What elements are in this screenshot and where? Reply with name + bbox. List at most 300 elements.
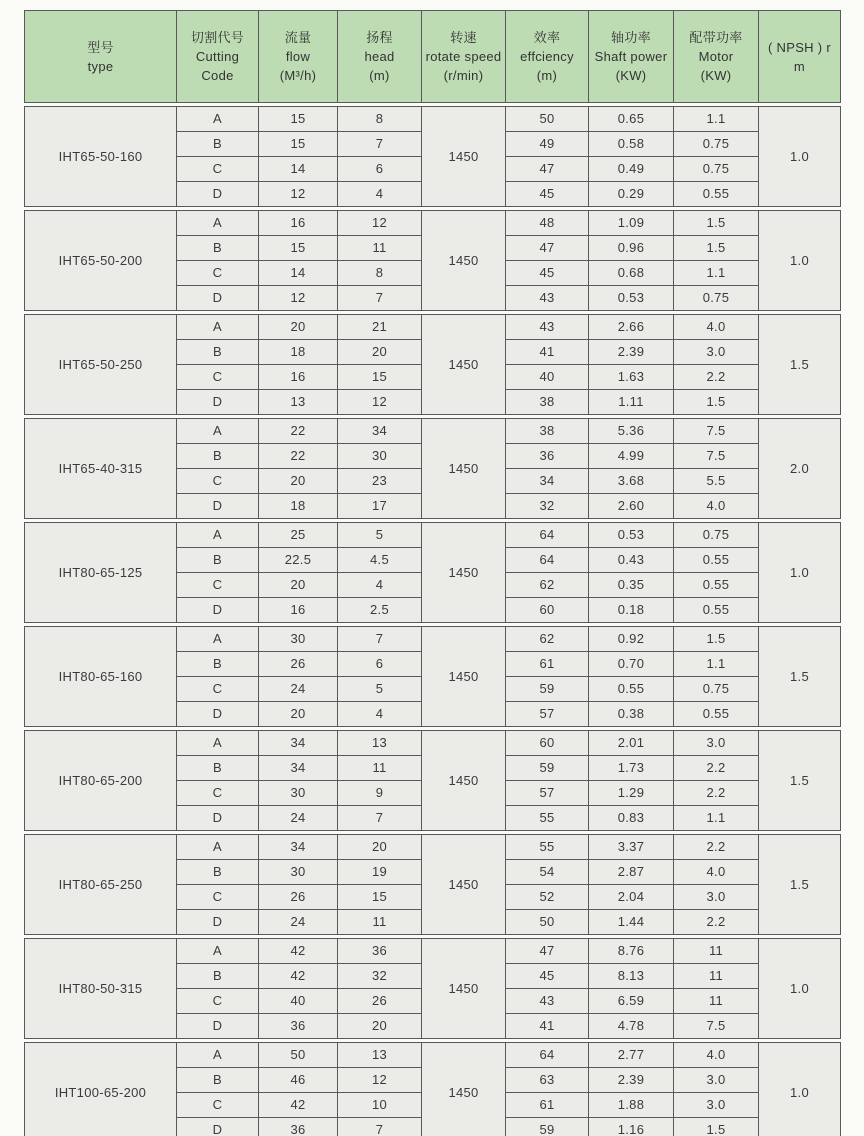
flow-cell: 14	[259, 157, 338, 182]
motor-power-cell: 11	[674, 989, 759, 1014]
motor-power-cell: 3.0	[674, 885, 759, 910]
flow-cell: 30	[259, 860, 338, 885]
head-cell: 32	[338, 964, 422, 989]
efficiency-cell: 50	[506, 107, 589, 132]
header-label: ( NPSH ) r	[768, 39, 831, 55]
flow-cell: 36	[259, 1118, 338, 1136]
cutting-code-cell: A	[177, 107, 259, 132]
shaft-power-cell: 0.53	[589, 523, 674, 548]
rotate-speed-cell: 1450	[422, 1043, 506, 1136]
motor-power-cell: 0.55	[674, 573, 759, 598]
model-block	[24, 938, 841, 1039]
header-label: flow	[285, 49, 311, 64]
header-cell-speed	[422, 11, 506, 103]
header-cell-npsh	[759, 11, 841, 103]
header-label: 扬程	[366, 30, 393, 45]
efficiency-cell: 64	[506, 1043, 589, 1068]
head-cell: 5	[338, 523, 422, 548]
model-block	[24, 522, 841, 623]
shaft-power-cell: 0.68	[589, 261, 674, 286]
cutting-code-cell: A	[177, 523, 259, 548]
head-cell: 7	[338, 806, 422, 831]
head-cell: 26	[338, 989, 422, 1014]
header-label: 效率	[533, 30, 561, 45]
motor-power-cell: 0.55	[674, 548, 759, 573]
cutting-code-cell: A	[177, 939, 259, 964]
shaft-power-cell: 1.63	[589, 365, 674, 390]
motor-power-cell: 1.5	[674, 236, 759, 261]
rotate-speed-cell: 1450	[422, 107, 506, 207]
head-cell: 4.5	[338, 548, 422, 573]
flow-cell: 20	[259, 702, 338, 727]
head-cell: 7	[338, 132, 422, 157]
head-cell: 11	[338, 236, 422, 261]
efficiency-cell: 59	[506, 1118, 589, 1136]
motor-power-cell: 2.2	[674, 756, 759, 781]
efficiency-cell: 61	[506, 1093, 589, 1118]
shaft-power-cell: 2.01	[589, 731, 674, 756]
header-label: m	[793, 58, 806, 74]
head-cell: 30	[338, 444, 422, 469]
flow-cell: 15	[259, 132, 338, 157]
flow-cell: 22.5	[259, 548, 338, 573]
shaft-power-cell: 0.43	[589, 548, 674, 573]
header-label: Motor	[698, 49, 734, 64]
flow-cell: 34	[259, 835, 338, 860]
rotate-speed-cell: 1450	[422, 523, 506, 623]
motor-power-cell: 4.0	[674, 860, 759, 885]
model-name-cell: IHT80-65-200	[25, 731, 177, 831]
flow-cell: 20	[259, 315, 338, 340]
motor-power-cell: 0.75	[674, 286, 759, 311]
head-cell: 13	[338, 1043, 422, 1068]
head-cell: 23	[338, 469, 422, 494]
efficiency-cell: 57	[506, 702, 589, 727]
cutting-code-cell: D	[177, 702, 259, 727]
motor-power-cell: 3.0	[674, 340, 759, 365]
efficiency-cell: 52	[506, 885, 589, 910]
motor-power-cell: 4.0	[674, 1043, 759, 1068]
cutting-code-cell: A	[177, 835, 259, 860]
shaft-power-cell: 1.29	[589, 781, 674, 806]
npsh-cell: 1.0	[759, 211, 841, 311]
shaft-power-cell: 0.38	[589, 702, 674, 727]
shaft-power-cell: 2.39	[589, 1068, 674, 1093]
shaft-power-cell: 4.99	[589, 444, 674, 469]
npsh-cell: 1.0	[759, 107, 841, 207]
efficiency-cell: 50	[506, 910, 589, 935]
efficiency-cell: 59	[506, 756, 589, 781]
rotate-speed-cell: 1450	[422, 419, 506, 519]
flow-cell: 16	[259, 598, 338, 623]
flow-cell: 26	[259, 885, 338, 910]
flow-cell: 42	[259, 1093, 338, 1118]
head-cell: 12	[338, 390, 422, 415]
motor-power-cell: 1.1	[674, 652, 759, 677]
shaft-power-cell: 1.11	[589, 390, 674, 415]
efficiency-cell: 47	[506, 939, 589, 964]
efficiency-cell: 38	[506, 419, 589, 444]
cutting-code-cell: D	[177, 286, 259, 311]
head-cell: 20	[338, 835, 422, 860]
motor-power-cell: 4.0	[674, 315, 759, 340]
motor-power-cell: 5.5	[674, 469, 759, 494]
efficiency-cell: 48	[506, 211, 589, 236]
cutting-code-cell: D	[177, 910, 259, 935]
model-name-cell: IHT65-50-160	[25, 107, 177, 207]
shaft-power-cell: 1.16	[589, 1118, 674, 1136]
efficiency-cell: 61	[506, 652, 589, 677]
motor-power-cell: 3.0	[674, 731, 759, 756]
flow-cell: 40	[259, 989, 338, 1014]
efficiency-cell: 45	[506, 261, 589, 286]
table-row	[25, 939, 841, 964]
shaft-power-cell: 2.60	[589, 494, 674, 519]
shaft-power-cell: 0.18	[589, 598, 674, 623]
cutting-code-cell: C	[177, 573, 259, 598]
cutting-code-cell: C	[177, 157, 259, 182]
header-label: Cutting	[195, 49, 240, 64]
head-cell: 7	[338, 1118, 422, 1136]
motor-power-cell: 11	[674, 939, 759, 964]
model-name-cell: IHT65-50-200	[25, 211, 177, 311]
flow-cell: 16	[259, 211, 338, 236]
table-row	[25, 211, 841, 236]
flow-cell: 14	[259, 261, 338, 286]
shaft-power-cell: 0.92	[589, 627, 674, 652]
rotate-speed-cell: 1450	[422, 939, 506, 1039]
efficiency-cell: 45	[506, 182, 589, 207]
header-label: effciency	[520, 49, 574, 64]
header-label: 轴功率	[611, 30, 651, 45]
motor-power-cell: 1.1	[674, 806, 759, 831]
head-cell: 2.5	[338, 598, 422, 623]
cutting-code-cell: D	[177, 1014, 259, 1039]
head-cell: 21	[338, 315, 422, 340]
shaft-power-cell: 0.55	[589, 677, 674, 702]
motor-power-cell: 2.2	[674, 835, 759, 860]
table-header	[24, 10, 841, 103]
table-row	[25, 315, 841, 340]
shaft-power-cell: 4.78	[589, 1014, 674, 1039]
flow-cell: 20	[259, 469, 338, 494]
head-cell: 8	[338, 261, 422, 286]
head-cell: 4	[338, 573, 422, 598]
head-cell: 10	[338, 1093, 422, 1118]
shaft-power-cell: 6.59	[589, 989, 674, 1014]
efficiency-cell: 62	[506, 573, 589, 598]
table-row	[25, 1043, 841, 1068]
cutting-code-cell: D	[177, 806, 259, 831]
motor-power-cell: 0.55	[674, 702, 759, 727]
shaft-power-cell: 2.66	[589, 315, 674, 340]
cutting-code-cell: A	[177, 1043, 259, 1068]
head-cell: 7	[338, 627, 422, 652]
flow-cell: 18	[259, 494, 338, 519]
header-label: (KW)	[615, 68, 647, 83]
head-cell: 4	[338, 702, 422, 727]
head-cell: 6	[338, 157, 422, 182]
npsh-cell: 1.5	[759, 315, 841, 415]
motor-power-cell: 2.2	[674, 365, 759, 390]
shaft-power-cell: 8.13	[589, 964, 674, 989]
motor-power-cell: 3.0	[674, 1093, 759, 1118]
motor-power-cell: 0.55	[674, 598, 759, 623]
head-cell: 7	[338, 286, 422, 311]
flow-cell: 12	[259, 182, 338, 207]
flow-cell: 16	[259, 365, 338, 390]
header-cell-code	[177, 11, 259, 103]
flow-cell: 15	[259, 107, 338, 132]
cutting-code-cell: B	[177, 1068, 259, 1093]
cutting-code-cell: B	[177, 340, 259, 365]
flow-cell: 12	[259, 286, 338, 311]
cutting-code-cell: D	[177, 182, 259, 207]
motor-power-cell: 1.1	[674, 107, 759, 132]
npsh-cell: 1.5	[759, 731, 841, 831]
motor-power-cell: 4.0	[674, 494, 759, 519]
header-cell-motor	[674, 11, 759, 103]
flow-cell: 24	[259, 910, 338, 935]
shaft-power-cell: 0.70	[589, 652, 674, 677]
efficiency-cell: 38	[506, 390, 589, 415]
cutting-code-cell: B	[177, 444, 259, 469]
header-label: 切割代号	[190, 30, 245, 45]
efficiency-cell: 55	[506, 835, 589, 860]
efficiency-cell: 55	[506, 806, 589, 831]
efficiency-cell: 47	[506, 236, 589, 261]
npsh-cell: 2.0	[759, 419, 841, 519]
cutting-code-cell: C	[177, 1093, 259, 1118]
header-label: (m)	[536, 68, 558, 83]
model-block	[24, 210, 841, 311]
header-label: rotate speed	[425, 49, 502, 64]
head-cell: 12	[338, 1068, 422, 1093]
head-cell: 12	[338, 211, 422, 236]
model-block	[24, 106, 841, 207]
cutting-code-cell: B	[177, 236, 259, 261]
shaft-power-cell: 1.09	[589, 211, 674, 236]
cutting-code-cell: C	[177, 677, 259, 702]
head-cell: 20	[338, 340, 422, 365]
efficiency-cell: 34	[506, 469, 589, 494]
efficiency-cell: 64	[506, 548, 589, 573]
cutting-code-cell: B	[177, 860, 259, 885]
motor-power-cell: 0.75	[674, 157, 759, 182]
cutting-code-cell: C	[177, 469, 259, 494]
flow-cell: 42	[259, 939, 338, 964]
cutting-code-cell: B	[177, 652, 259, 677]
motor-power-cell: 1.5	[674, 1118, 759, 1136]
cutting-code-cell: A	[177, 419, 259, 444]
header-label: (KW)	[700, 68, 732, 83]
head-cell: 13	[338, 731, 422, 756]
header-label: (r/min)	[443, 68, 484, 83]
model-name-cell: IHT80-50-315	[25, 939, 177, 1039]
model-name-cell: IHT80-65-250	[25, 835, 177, 935]
flow-cell: 46	[259, 1068, 338, 1093]
motor-power-cell: 1.5	[674, 211, 759, 236]
efficiency-cell: 40	[506, 365, 589, 390]
head-cell: 5	[338, 677, 422, 702]
rotate-speed-cell: 1450	[422, 731, 506, 831]
cutting-code-cell: C	[177, 261, 259, 286]
header-label: 转速	[450, 30, 477, 45]
model-name-cell: IHT65-50-250	[25, 315, 177, 415]
shaft-power-cell: 5.36	[589, 419, 674, 444]
shaft-power-cell: 0.58	[589, 132, 674, 157]
efficiency-cell: 41	[506, 340, 589, 365]
npsh-cell: 1.0	[759, 939, 841, 1039]
efficiency-cell: 62	[506, 627, 589, 652]
efficiency-cell: 60	[506, 598, 589, 623]
shaft-power-cell: 1.73	[589, 756, 674, 781]
motor-power-cell: 0.75	[674, 132, 759, 157]
shaft-power-cell: 2.87	[589, 860, 674, 885]
head-cell: 34	[338, 419, 422, 444]
head-cell: 8	[338, 107, 422, 132]
rotate-speed-cell: 1450	[422, 627, 506, 727]
cutting-code-cell: B	[177, 756, 259, 781]
model-name-cell: IHT80-65-160	[25, 627, 177, 727]
header-label: Shaft power	[594, 49, 668, 64]
flow-cell: 42	[259, 964, 338, 989]
shaft-power-cell: 1.44	[589, 910, 674, 935]
model-block	[24, 626, 841, 727]
efficiency-cell: 60	[506, 731, 589, 756]
rotate-speed-cell: 1450	[422, 211, 506, 311]
npsh-cell: 1.0	[759, 1043, 841, 1136]
cutting-code-cell: C	[177, 989, 259, 1014]
head-cell: 17	[338, 494, 422, 519]
motor-power-cell: 7.5	[674, 1014, 759, 1039]
head-cell: 6	[338, 652, 422, 677]
flow-cell: 26	[259, 652, 338, 677]
cutting-code-cell: C	[177, 885, 259, 910]
head-cell: 15	[338, 885, 422, 910]
header-cell-shaft	[589, 11, 674, 103]
model-block	[24, 1042, 841, 1136]
header-label: head	[364, 49, 395, 64]
table-row	[25, 107, 841, 132]
motor-power-cell: 0.55	[674, 182, 759, 207]
table-row	[25, 835, 841, 860]
pump-spec-table	[24, 10, 840, 1136]
cutting-code-cell: C	[177, 365, 259, 390]
efficiency-cell: 45	[506, 964, 589, 989]
efficiency-cell: 41	[506, 1014, 589, 1039]
head-cell: 4	[338, 182, 422, 207]
model-block	[24, 730, 841, 831]
motor-power-cell: 7.5	[674, 419, 759, 444]
shaft-power-cell: 0.35	[589, 573, 674, 598]
table-row	[25, 419, 841, 444]
motor-power-cell: 0.75	[674, 523, 759, 548]
model-block	[24, 314, 841, 415]
header-label: type	[87, 58, 114, 74]
flow-cell: 25	[259, 523, 338, 548]
header-label: 型号	[87, 39, 114, 55]
header-label: (M³/h)	[279, 68, 317, 83]
flow-cell: 22	[259, 444, 338, 469]
head-cell: 19	[338, 860, 422, 885]
motor-power-cell: 11	[674, 964, 759, 989]
motor-power-cell: 2.2	[674, 910, 759, 935]
efficiency-cell: 63	[506, 1068, 589, 1093]
npsh-cell: 1.5	[759, 835, 841, 935]
shaft-power-cell: 3.68	[589, 469, 674, 494]
shaft-power-cell: 2.39	[589, 340, 674, 365]
flow-cell: 18	[259, 340, 338, 365]
table-body	[24, 106, 840, 1136]
shaft-power-cell: 0.83	[589, 806, 674, 831]
shaft-power-cell: 2.77	[589, 1043, 674, 1068]
motor-power-cell: 2.2	[674, 781, 759, 806]
flow-cell: 34	[259, 756, 338, 781]
header-cell-type	[25, 11, 177, 103]
motor-power-cell: 7.5	[674, 444, 759, 469]
flow-cell: 30	[259, 781, 338, 806]
efficiency-cell: 59	[506, 677, 589, 702]
table-row	[25, 523, 841, 548]
cutting-code-cell: A	[177, 627, 259, 652]
motor-power-cell: 3.0	[674, 1068, 759, 1093]
table-row	[25, 627, 841, 652]
flow-cell: 24	[259, 677, 338, 702]
efficiency-cell: 47	[506, 157, 589, 182]
flow-cell: 24	[259, 806, 338, 831]
motor-power-cell: 0.75	[674, 677, 759, 702]
efficiency-cell: 54	[506, 860, 589, 885]
head-cell: 11	[338, 910, 422, 935]
motor-power-cell: 1.1	[674, 261, 759, 286]
shaft-power-cell: 0.96	[589, 236, 674, 261]
flow-cell: 13	[259, 390, 338, 415]
efficiency-cell: 43	[506, 286, 589, 311]
model-name-cell: IHT65-40-315	[25, 419, 177, 519]
cutting-code-cell: B	[177, 548, 259, 573]
head-cell: 11	[338, 756, 422, 781]
cutting-code-cell: D	[177, 1118, 259, 1136]
flow-cell: 22	[259, 419, 338, 444]
flow-cell: 36	[259, 1014, 338, 1039]
flow-cell: 30	[259, 627, 338, 652]
cutting-code-cell: D	[177, 390, 259, 415]
header-label: Code	[201, 68, 234, 83]
flow-cell: 34	[259, 731, 338, 756]
cutting-code-cell: A	[177, 315, 259, 340]
header-cell-head	[338, 11, 422, 103]
cutting-code-cell: D	[177, 494, 259, 519]
flow-cell: 50	[259, 1043, 338, 1068]
shaft-power-cell: 0.49	[589, 157, 674, 182]
header-label: 流量	[284, 30, 312, 45]
model-name-cell: IHT100-65-200	[25, 1043, 177, 1136]
header-cell-eff	[506, 11, 589, 103]
shaft-power-cell: 2.04	[589, 885, 674, 910]
efficiency-cell: 49	[506, 132, 589, 157]
head-cell: 36	[338, 939, 422, 964]
model-block	[24, 834, 841, 935]
table-row	[25, 731, 841, 756]
cutting-code-cell: A	[177, 211, 259, 236]
rotate-speed-cell: 1450	[422, 315, 506, 415]
efficiency-cell: 32	[506, 494, 589, 519]
efficiency-cell: 64	[506, 523, 589, 548]
npsh-cell: 1.0	[759, 523, 841, 623]
flow-cell: 20	[259, 573, 338, 598]
cutting-code-cell: B	[177, 132, 259, 157]
